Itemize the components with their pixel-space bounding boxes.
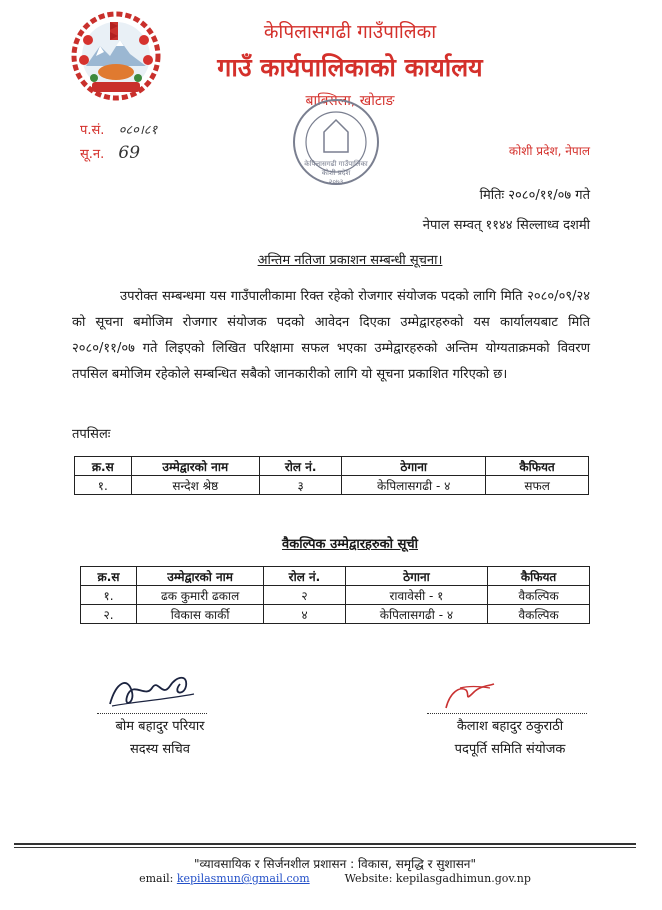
col-sn: क्र.स [81, 567, 137, 586]
details-label: तपसिलः [72, 427, 111, 442]
cell-remarks: सफल [486, 476, 589, 495]
cell-remarks: वैकल्पिक [488, 586, 590, 605]
website-link[interactable]: kepilasgadhimun.gov.np [395, 872, 531, 885]
left-signatory-name: बोम बहादुर परियार [115, 719, 205, 734]
cell-roll: २ [264, 586, 345, 605]
cell-remarks: वैकल्पिक [488, 605, 590, 624]
reference-number [80, 120, 157, 138]
col-roll: रोल नं. [264, 567, 345, 586]
email-label: email: [139, 872, 174, 885]
footer-divider [14, 843, 636, 845]
reg-value: 69 [118, 143, 141, 163]
ref-value: ०८०।८१ [118, 123, 158, 138]
stamp-text: केपिलासगढी गाउँपालिका [304, 160, 368, 168]
cell-address: केपिलासगढी - ४ [342, 476, 486, 495]
cell-address: रावावेसी - १ [345, 586, 488, 605]
footer-slogan: "व्यावसायिक र सिर्जनशील प्रशासन : विकास, समृद्धि र सुशासन" [194, 857, 476, 871]
col-roll: रोल नं. [260, 457, 342, 476]
website-label: Website: [344, 872, 393, 885]
col-address: ठेगाना [342, 457, 486, 476]
cell-sn: १. [81, 586, 137, 605]
col-remarks: कैफियत [486, 457, 589, 476]
notice-body: उपरोक्त सम्बन्धमा यस गाउँपालीकामा रिक्त रहेको रोजगार संयोजक पदको लागि मिति २०८०/०९/२४ को सूचना बमोजिम रोजगार संयोजक पदको आवेदन दिएका उम्मेद्वारहरुको यस कार्यालयबाट मिति २०८०/११/०७ गते लिइएको लिखित परिक्षामा सफल भएका उम्मेद्वारहरुको अन्तिम योग्यताक्रमको विवरण तपसिल बमोजिम रहेकोले सम्बन्धित सबैको जानकारीको लागि यो सूचना प्रकाशित गरिएको छ। [72, 289, 590, 382]
municipality-name: केपिलासगढी गाउँपालिका [263, 21, 437, 43]
notice-date: मितिः २०८०/११/०७ गते [479, 188, 590, 203]
cell-sn: २. [81, 605, 137, 624]
office-name: गाउँ कार्यपालिकाको कार्यालय [217, 53, 483, 82]
table-header-row [75, 457, 589, 476]
notice-subject: अन्तिम नतिजा प्रकाशन सम्बन्धी सूचना। [257, 253, 443, 268]
nepal-samvat-date: नेपाल सम्वत् ११४४ सिल्लाध्व दशमी [422, 218, 590, 233]
email-link[interactable]: kepilasmun@gmail.com [176, 872, 310, 885]
cell-sn: १. [75, 476, 132, 495]
stamp-text-2: कोशी प्रदेश [321, 169, 351, 177]
left-signatory-role: सदस्य सचिव [129, 742, 191, 757]
cell-address: केपिलासगढी - ४ [345, 605, 488, 624]
cell-name: ढक कुमारी ढकाल [136, 586, 263, 605]
right-signatory-role: पदपूर्ति समिति संयोजक [454, 742, 566, 757]
footer-divider-thin [14, 847, 636, 848]
table-row [81, 586, 590, 605]
dispatch-number [80, 143, 140, 163]
table-header-row [81, 567, 590, 586]
right-signatory-name: कैलाश बहादुर ठकुराठी [456, 719, 564, 734]
province-label: कोशी प्रदेश, नेपाल [508, 144, 590, 158]
committee-coordinator-signature [440, 680, 500, 712]
selected-candidates-table [74, 456, 589, 495]
col-remarks: कैफियत [488, 567, 590, 586]
signature-line-right [427, 713, 587, 714]
ref-label: प.सं. [80, 123, 105, 138]
col-address: ठेगाना [345, 567, 488, 586]
col-name: उम्मेद्वारको नाम [136, 567, 263, 586]
table-row [81, 605, 590, 624]
member-secretary-signature [102, 664, 202, 714]
alternate-list-title: वैकल्पिक उम्मेद्वारहरुको सूची [282, 537, 418, 552]
cell-name: विकास कार्की [136, 605, 263, 624]
reg-label: सू.न. [80, 147, 105, 162]
col-name: उम्मेद्वारको नाम [131, 457, 260, 476]
cell-name: सन्देश श्रेष्ठ [131, 476, 260, 495]
office-stamp [290, 96, 382, 188]
footer-contact [100, 872, 570, 885]
alternate-candidates-table [80, 566, 590, 624]
cell-roll: ३ [260, 476, 342, 495]
table-row [75, 476, 589, 495]
stamp-year: २०७३ [328, 178, 344, 186]
col-sn: क्र.स [75, 457, 132, 476]
signature-line-left [97, 713, 207, 714]
cell-roll: ४ [264, 605, 345, 624]
office-location: बाक्सिला, खोटाङ [305, 93, 395, 109]
